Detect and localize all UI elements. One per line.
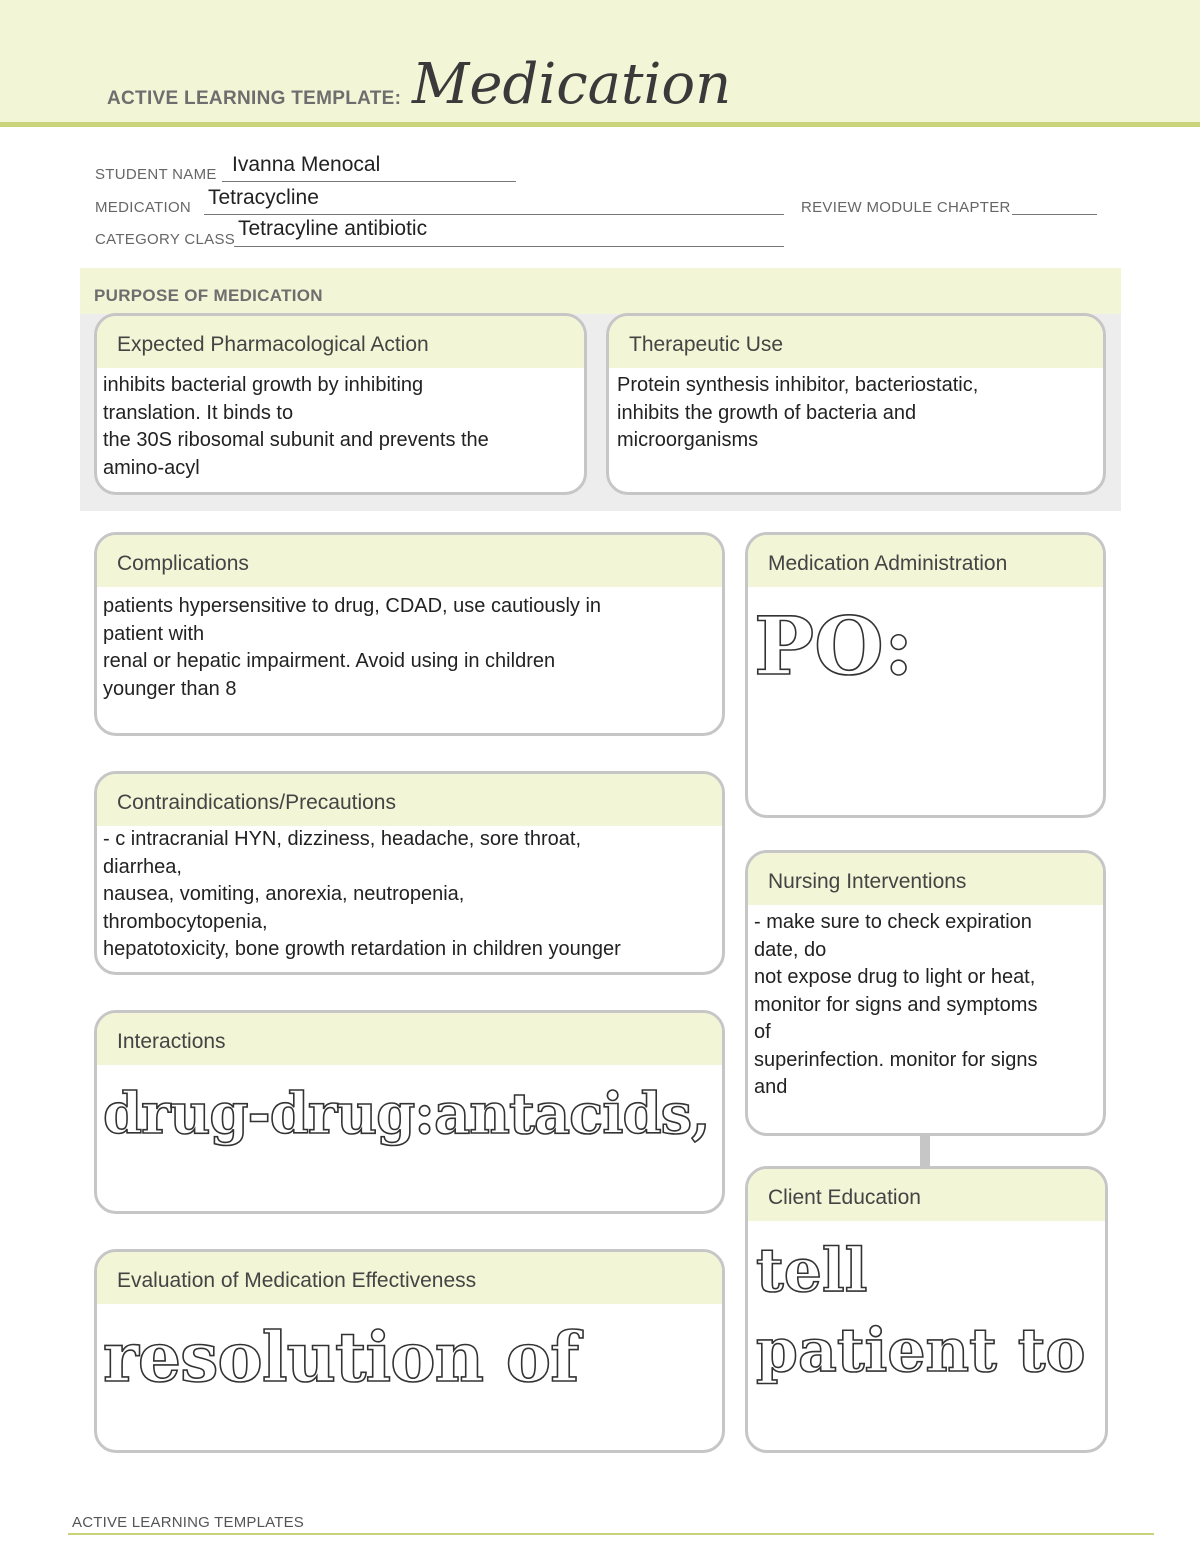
evaluation-title: Evaluation of Medication Effectiveness <box>97 1252 722 1304</box>
category-class-label: CATEGORY CLASS <box>95 231 236 248</box>
text-line: microorganisms <box>617 429 759 451</box>
medication-label: MEDICATION <box>95 199 192 216</box>
box-connector <box>920 1135 930 1167</box>
expected-action-box <box>94 313 587 495</box>
text-line: the 30S ribosomal subunit and prevents the <box>103 429 489 451</box>
footer-text: ACTIVE LEARNING TEMPLATES <box>72 1514 304 1531</box>
student-name-label: STUDENT NAME <box>95 166 217 183</box>
client-education-text[interactable] <box>748 1221 1105 1391</box>
text-line: translation. It binds to <box>103 401 294 424</box>
evaluation-box <box>94 1249 725 1453</box>
medication-line <box>204 214 784 215</box>
template-label: ACTIVE LEARNING TEMPLATE: <box>107 88 402 109</box>
text-line: - c intracranial HYN, dizziness, headache, sore throat, <box>103 828 581 850</box>
text-line: hepatotoxicity, bone growth retardation in children younger <box>103 938 621 960</box>
interactions-text[interactable]: drug-drug:antacids, <box>103 1081 710 1147</box>
purpose-title: PURPOSE OF MEDICATION <box>94 286 323 305</box>
interactions-box <box>94 1010 725 1214</box>
text-line: tell <box>756 1236 868 1306</box>
category-class-line <box>234 246 784 247</box>
text-line: nausea, vomiting, anorexia, neutropenia, <box>103 883 465 905</box>
complications-text[interactable] <box>97 587 722 703</box>
complications-title: Complications <box>97 535 722 587</box>
client-education-title: Client Education <box>748 1169 1105 1221</box>
text-line: monitor for signs and symptoms <box>754 993 1038 1016</box>
contraindications-text[interactable] <box>97 826 722 964</box>
text-line: patient to <box>756 1316 1086 1386</box>
text-line: date, do <box>754 938 827 961</box>
text-line: diarrhea, <box>103 855 182 878</box>
text-line: renal or hepatic impairment. Avoid using in children <box>103 650 556 672</box>
text-line: younger than 8 <box>103 677 237 700</box>
footer-line <box>68 1533 1154 1535</box>
review-module-label: REVIEW MODULE CHAPTER <box>801 199 1011 216</box>
medication-administration-box <box>745 532 1106 818</box>
text-line: amino-acyl <box>103 456 200 479</box>
text-line: thrombocytopenia, <box>103 910 268 933</box>
nursing-interventions-box <box>745 850 1106 1136</box>
contraindications-box <box>94 771 725 975</box>
review-module-field[interactable] <box>1012 214 1097 215</box>
nursing-interventions-text[interactable] <box>748 905 1103 1102</box>
template-title: Medication <box>412 52 732 117</box>
expected-action-text[interactable] <box>97 368 584 482</box>
text-line: - make sure to check expiration <box>754 911 1032 933</box>
therapeutic-use-text[interactable] <box>609 368 1103 455</box>
text-line: inhibits the growth of bacteria and <box>617 401 917 424</box>
student-name-field[interactable]: Ivanna Menocal <box>232 153 381 176</box>
medication-field[interactable]: Tetracycline <box>208 186 319 209</box>
medication-administration-title: Medication Administration <box>748 535 1103 587</box>
text-line: superinfection. monitor for signs <box>754 1048 1038 1071</box>
text-line: patient with <box>103 622 205 645</box>
expected-action-title: Expected Pharmacological Action <box>97 316 584 368</box>
nursing-interventions-title: Nursing Interventions <box>748 853 1103 905</box>
therapeutic-use-box <box>606 313 1106 495</box>
client-education-box <box>745 1166 1108 1453</box>
text-line: patients hypersensitive to drug, CDAD, use cautiously in <box>103 595 602 617</box>
text-line: and <box>754 1076 788 1098</box>
medication-administration-text[interactable]: PO: <box>754 599 914 693</box>
evaluation-text[interactable]: resolution of <box>103 1318 579 1398</box>
complications-box <box>94 532 725 736</box>
text-line: not expose drug to light or heat, <box>754 966 1036 988</box>
text-line: of <box>754 1021 771 1043</box>
therapeutic-use-title: Therapeutic Use <box>609 316 1103 368</box>
interactions-title: Interactions <box>97 1013 722 1065</box>
student-name-line <box>222 181 516 182</box>
text-line: Protein synthesis inhibitor, bacteriostatic, <box>617 374 979 396</box>
text-line: inhibits bacterial growth by inhibiting <box>103 374 424 396</box>
category-class-field[interactable]: Tetracyline antibiotic <box>238 217 428 240</box>
contraindications-title: Contraindications/Precautions <box>97 774 722 826</box>
